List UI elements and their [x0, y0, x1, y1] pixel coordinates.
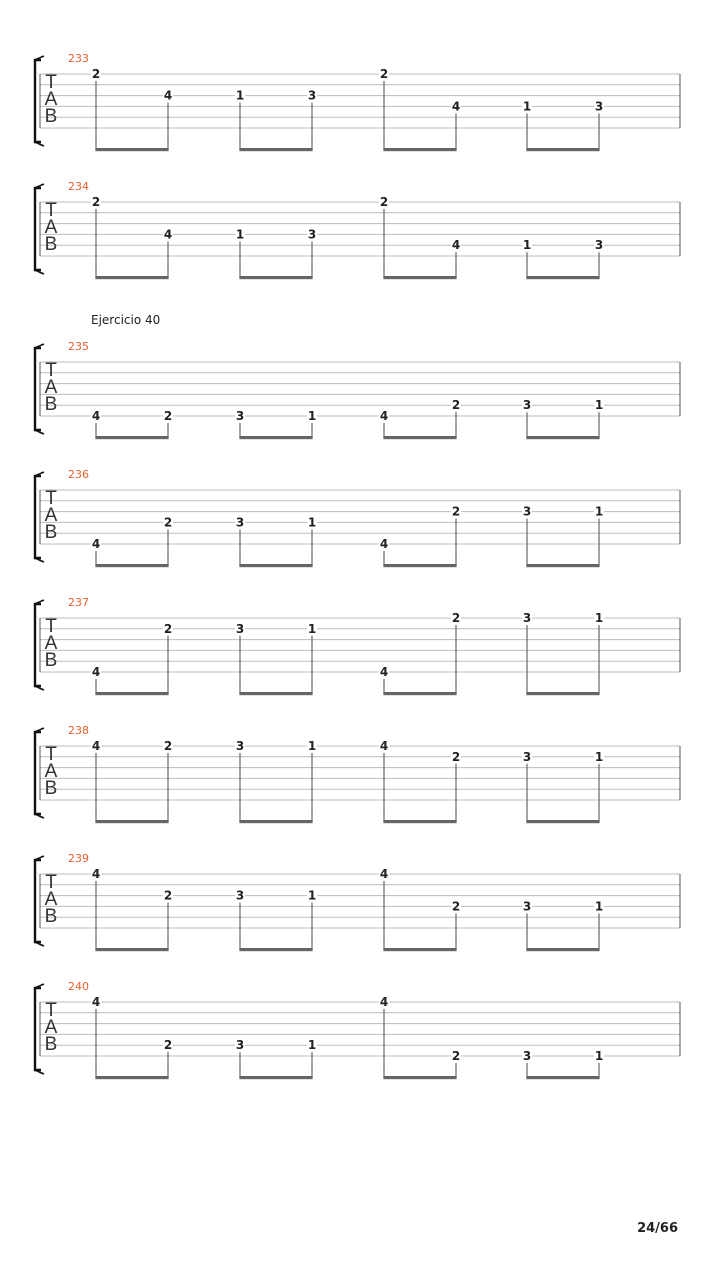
fret-number: 1 — [307, 515, 317, 530]
fret-number: 3 — [235, 888, 245, 903]
fret-number: 3 — [235, 739, 245, 753]
note-beam — [95, 276, 168, 279]
fret-number: 2 — [451, 504, 461, 519]
tab-system — [35, 980, 680, 1079]
note-beam — [95, 148, 168, 151]
fret-number: 4 — [91, 665, 101, 679]
fret-number: 2 — [163, 739, 173, 753]
tab-clef-letter: A — [44, 217, 58, 238]
note-beam — [239, 148, 312, 151]
fret-number: 3 — [522, 611, 532, 625]
fret-number: 1 — [594, 611, 604, 625]
note-beam — [95, 564, 168, 567]
tab-system — [35, 724, 680, 823]
tab-clef-letter: B — [44, 1034, 58, 1055]
note-beam — [526, 948, 599, 951]
fret-number: 4 — [379, 867, 389, 881]
fret-number: 2 — [91, 67, 101, 81]
note-beam — [239, 564, 312, 567]
tab-clef-letter: T — [45, 360, 57, 381]
fret-number: 2 — [451, 1049, 461, 1063]
note-beam — [383, 276, 456, 279]
fret-number: 4 — [379, 409, 389, 423]
note-beam — [239, 1076, 312, 1079]
tab-clef-letter: T — [45, 72, 57, 93]
fret-number: 4 — [379, 995, 389, 1009]
fret-number: 1 — [594, 504, 604, 519]
page-number: 24/66 — [637, 1221, 678, 1236]
fret-number: 4 — [91, 995, 101, 1009]
fret-number: 2 — [379, 195, 389, 209]
fret-number: 4 — [163, 88, 173, 103]
tab-clef-letter: A — [44, 377, 58, 398]
note-beam — [526, 148, 599, 151]
fret-number: 3 — [594, 238, 604, 253]
note-beam — [383, 820, 456, 823]
fret-number: 1 — [594, 1049, 604, 1063]
fret-number: 1 — [307, 739, 317, 753]
note-beam — [383, 148, 456, 151]
note-beam — [239, 692, 312, 695]
tab-clef-letter: A — [44, 633, 58, 654]
note-beam — [526, 1076, 599, 1079]
fret-number: 1 — [307, 409, 317, 423]
tab-clef-letter: B — [44, 234, 58, 255]
section-label: Ejercicio 40 — [91, 313, 161, 327]
fret-number: 1 — [307, 1038, 317, 1053]
tab-clef-letter: A — [44, 505, 58, 526]
tab-system — [35, 313, 680, 439]
note-beam — [383, 1076, 456, 1079]
tab-clef-letter: A — [44, 89, 58, 110]
measure-number: 236 — [68, 468, 89, 481]
fret-number: 3 — [235, 1038, 245, 1053]
tab-clef-letter: T — [45, 744, 57, 765]
fret-number: 2 — [163, 1038, 173, 1053]
fret-number: 2 — [163, 888, 173, 903]
measure-number: 237 — [68, 596, 89, 609]
fret-number: 3 — [235, 409, 245, 423]
tab-clef-letter: B — [44, 778, 58, 799]
measure-number: 234 — [68, 180, 89, 193]
fret-number: 2 — [451, 899, 461, 914]
tab-clef-letter: B — [44, 106, 58, 127]
fret-number: 3 — [522, 1049, 532, 1063]
fret-number: 1 — [522, 99, 532, 114]
fret-number: 1 — [307, 888, 317, 903]
note-beam — [383, 436, 456, 439]
note-beam — [526, 564, 599, 567]
fret-number: 2 — [451, 749, 461, 764]
tab-clef-letter: T — [45, 488, 57, 509]
note-beam — [526, 276, 599, 279]
note-beam — [383, 564, 456, 567]
fret-number: 1 — [594, 398, 604, 413]
tab-system — [35, 180, 680, 279]
measure-number: 240 — [68, 980, 89, 993]
tab-clef-letter: B — [44, 522, 58, 543]
note-beam — [95, 948, 168, 951]
note-beam — [95, 692, 168, 695]
fret-number: 4 — [91, 867, 101, 881]
note-beam — [239, 436, 312, 439]
fret-number: 1 — [235, 227, 245, 242]
fret-number: 4 — [91, 537, 101, 551]
tab-clef-letter: T — [45, 872, 57, 893]
note-beam — [95, 820, 168, 823]
tab-system — [35, 852, 680, 951]
fret-number: 4 — [451, 238, 461, 253]
fret-number: 4 — [379, 665, 389, 679]
fret-number: 4 — [451, 99, 461, 114]
note-beam — [383, 948, 456, 951]
fret-number: 1 — [307, 621, 317, 636]
tab-clef-letter: B — [44, 906, 58, 927]
note-beam — [95, 436, 168, 439]
fret-number: 3 — [594, 99, 604, 114]
tab-clef-letter: A — [44, 889, 58, 910]
note-beam — [526, 820, 599, 823]
fret-number: 2 — [163, 621, 173, 636]
tab-clef-letter: T — [45, 1000, 57, 1021]
tab-system — [35, 468, 680, 567]
fret-number: 2 — [451, 398, 461, 413]
measure-number: 235 — [68, 340, 89, 353]
note-beam — [239, 820, 312, 823]
fret-number: 2 — [379, 67, 389, 81]
fret-number: 3 — [522, 749, 532, 764]
tab-clef-letter: B — [44, 650, 58, 671]
tab-clef-letter: A — [44, 761, 58, 782]
tab-clef-letter: T — [45, 616, 57, 637]
note-beam — [526, 692, 599, 695]
fret-number: 4 — [379, 739, 389, 753]
fret-number: 3 — [307, 227, 317, 242]
tab-system — [35, 596, 680, 695]
measure-number: 238 — [68, 724, 89, 737]
note-beam — [95, 1076, 168, 1079]
fret-number: 3 — [522, 398, 532, 413]
fret-number: 2 — [163, 409, 173, 423]
measure-number: 233 — [68, 52, 89, 65]
fret-number: 3 — [235, 621, 245, 636]
fret-number: 1 — [522, 238, 532, 253]
note-beam — [383, 692, 456, 695]
fret-number: 3 — [307, 88, 317, 103]
fret-number: 2 — [163, 515, 173, 530]
tab-clef-letter: A — [44, 1017, 58, 1038]
note-beam — [239, 948, 312, 951]
tab-clef-letter: B — [44, 394, 58, 415]
tab-system — [35, 52, 680, 151]
note-beam — [526, 436, 599, 439]
fret-number: 1 — [594, 899, 604, 914]
fret-number: 3 — [522, 899, 532, 914]
fret-number: 4 — [91, 409, 101, 423]
fret-number: 2 — [451, 611, 461, 625]
tab-clef-letter: T — [45, 200, 57, 221]
note-beam — [239, 276, 312, 279]
fret-number: 1 — [594, 749, 604, 764]
measure-number: 239 — [68, 852, 89, 865]
fret-number: 4 — [163, 227, 173, 242]
fret-number: 3 — [522, 504, 532, 519]
fret-number: 4 — [379, 537, 389, 551]
fret-number: 3 — [235, 515, 245, 530]
fret-number: 4 — [91, 739, 101, 753]
fret-number: 2 — [91, 195, 101, 209]
fret-number: 1 — [235, 88, 245, 103]
